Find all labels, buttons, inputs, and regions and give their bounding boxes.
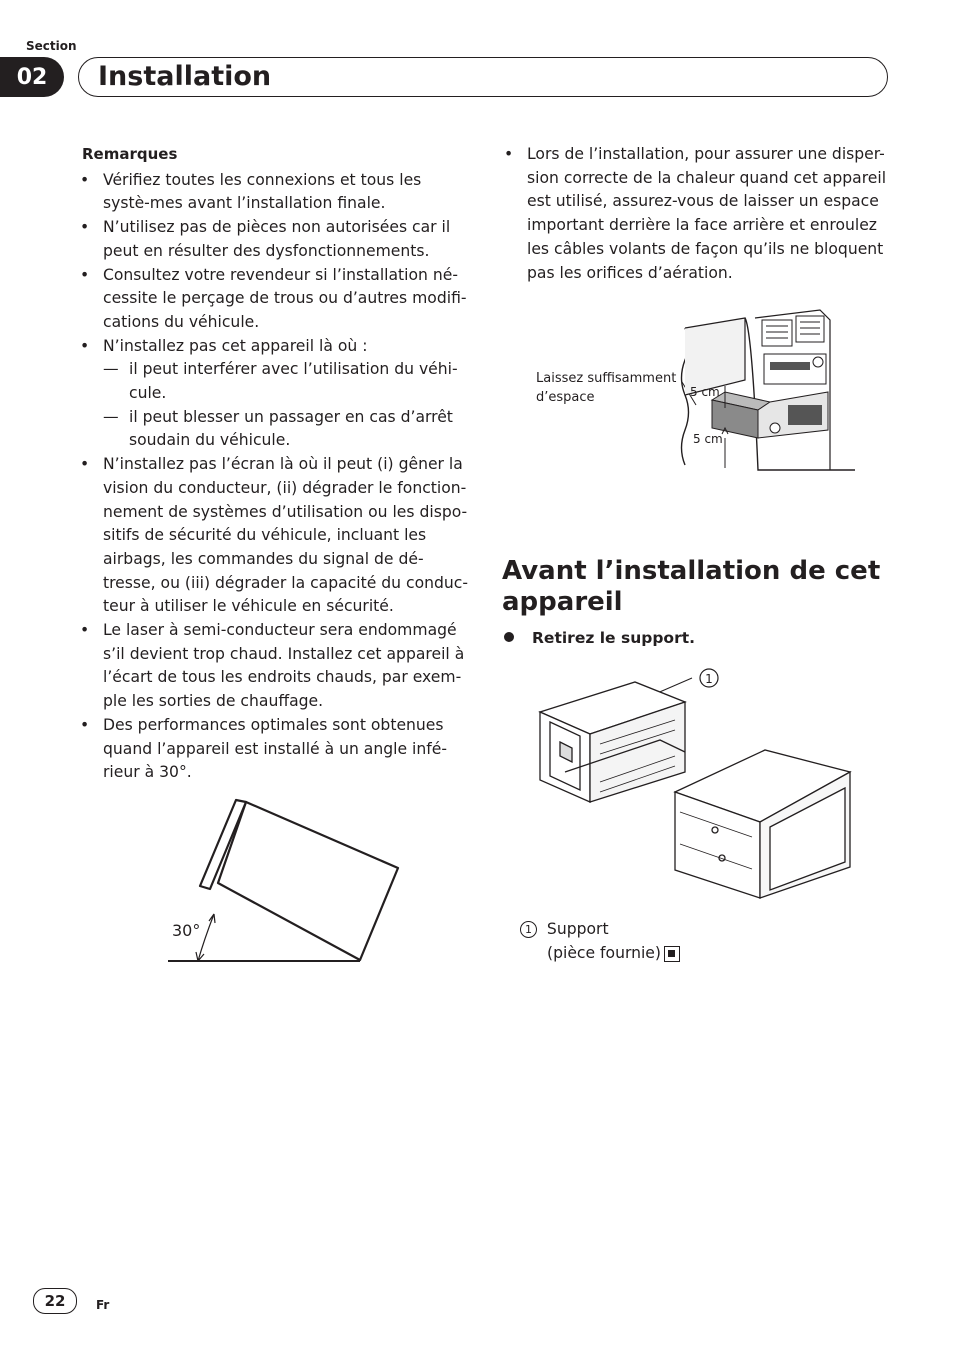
remark-item-text: N’installez pas cet appareil là où : [103, 336, 368, 355]
angle-label: 30° [172, 921, 201, 940]
remark-item: • N’utilisez pas de pièces non autorisées car il peut en résulter des dysfonctionnements. [80, 216, 470, 263]
dimension-bottom: 5 cm [693, 432, 723, 446]
heat-dispersion-list [504, 143, 890, 285]
space-illustration [530, 300, 860, 485]
end-of-section-icon [664, 946, 680, 962]
remark-item: • Vérifiez toutes les connexions et tous les systè-mes avant l’installation finale. [80, 169, 470, 216]
remark-item: • N’installez pas l’écran là où il peut (i) gêner la vision du conducteur, (ii) dégrader le fonction-nement de systèmes d’utilisation ou les dispo-sitifs de sécurité du véhicule, incluant les airbags, les commandes du signal de dé-tresse, ou (iii) dégrader la capacité du conduc-teur à utiliser le véhicule en sécurité. [80, 453, 470, 619]
caption-number: 1 [520, 921, 537, 938]
caption-line1: Support [546, 920, 609, 938]
remark-subitem: — il peut interférer avec l’utilisation du véhi-cule. [103, 358, 470, 405]
dimension-top: 5 cm [690, 385, 720, 399]
support-removal-illustration [530, 662, 870, 902]
remark-item: • Le laser à semi-conducteur sera endommagé s’il devient trop chaud. Installez cet appareil à l’écart de tous les endroits chauds, par exem-ple les sorties de chauffage. [80, 619, 470, 714]
remark-sublist [103, 358, 470, 453]
remark-item-with-sublist [80, 335, 470, 454]
angle-illustration [160, 790, 410, 970]
right-column [504, 143, 890, 285]
callout-number: 1 [705, 672, 713, 686]
page-number: 22 [33, 1288, 77, 1314]
step-dot-icon [504, 632, 514, 642]
heat-dispersion-item: • Lors de l’installation, pour assurer une disper-sion correcte de la chaleur quand cet appareil est utilisé, assurez-vous de laisser un espace important derrière la face arrière et enroulez les câbles volants de façon qu’ils ne bloquent pas les orifices d’aération. [504, 143, 890, 285]
section-heading: Avant l’installation de cet appareil [502, 556, 881, 617]
remark-subitem: — il peut blesser un passager en cas d’arrêt soudain du véhicule. [103, 406, 470, 453]
remarks-heading: Remarques [82, 145, 178, 163]
caption-line2: (pièce fournie) [547, 944, 661, 962]
remarks-list [80, 169, 470, 785]
step-text: Retirez le support. [532, 629, 696, 647]
section-title: Installation [98, 61, 272, 92]
remarks-block [80, 143, 470, 785]
support-sleeve [540, 682, 685, 802]
section-label: Section [26, 39, 77, 53]
space-label-line2: d’espace [536, 390, 595, 405]
angle-arc [198, 914, 214, 961]
section-number-badge: 02 [0, 57, 64, 97]
remark-item: • Des performances optimales sont obtenues quand l’appareil est installé à un angle infé-rieur à 30°. [80, 714, 470, 785]
remark-item: • Consultez votre revendeur si l’installation né-cessite le perçage de trous ou d’autres modifi-cations du véhicule. [80, 264, 470, 335]
step-instruction [504, 629, 695, 647]
tilted-unit-shape [200, 800, 398, 960]
language-code: Fr [96, 1298, 110, 1312]
head-unit [675, 750, 850, 898]
space-label-line1: Laissez suffisamment [536, 371, 677, 386]
figure-caption [520, 917, 680, 965]
